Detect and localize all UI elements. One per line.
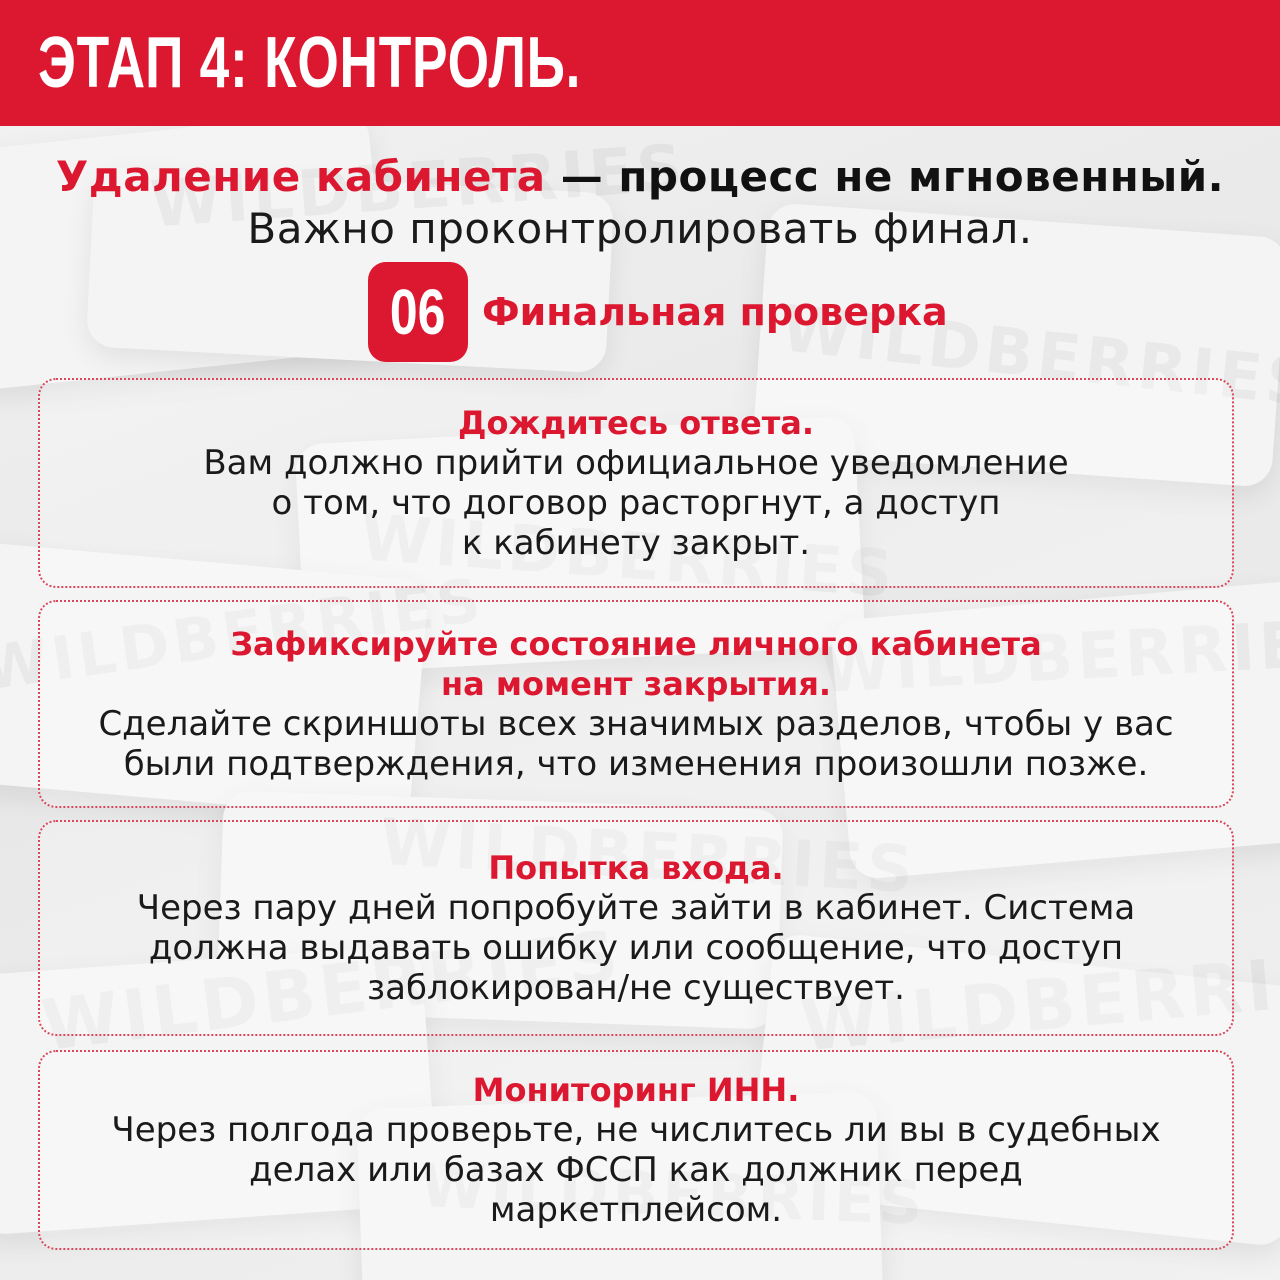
card-login-attempt bbox=[38, 820, 1234, 1036]
intro-block bbox=[0, 150, 1280, 254]
card-wait-response bbox=[38, 378, 1234, 588]
header-banner bbox=[0, 0, 1280, 126]
card-text: Через пару дней попробуйте зайти в кабинет. Система должна выдавать ошибку или сообщение, что доступ заблокирован/не существует. bbox=[136, 888, 1136, 1008]
card-title: Попытка входа. bbox=[488, 849, 784, 887]
step-number: 06 bbox=[390, 276, 446, 348]
card-inn-monitoring bbox=[38, 1050, 1234, 1250]
intro-subline: Важно проконтролировать финал. bbox=[247, 204, 1033, 253]
card-title: Зафиксируйте состояние личного кабинета на момент закрытия. bbox=[230, 625, 1042, 703]
intro-headline bbox=[0, 150, 1280, 204]
card-title: Мониторинг ИНН. bbox=[472, 1071, 800, 1109]
page-title: ЭТАП 4: КОНТРОЛЬ. bbox=[38, 23, 582, 103]
card-text: Через полгода проверьте, не числитесь ли вы в судебных делах или базах ФССП как должник перед маркетплейсом. bbox=[111, 1110, 1161, 1230]
intro-highlight: Удаление кабинета bbox=[55, 152, 546, 201]
card-text: Сделайте скриншоты всех значимых разделов, чтобы у вас были подтверждения, что изменения произошли позже. bbox=[98, 704, 1174, 784]
card-text: Вам должно прийти официальное уведомление о том, что договор расторгнут, а доступ к кабинету закрыт. bbox=[203, 443, 1069, 563]
step-number-badge bbox=[368, 262, 468, 362]
card-fix-state bbox=[38, 600, 1234, 808]
step-heading bbox=[368, 262, 948, 362]
step-title: Финальная проверка bbox=[482, 290, 948, 334]
intro-rest: — процесс не мгновенный. bbox=[545, 152, 1225, 201]
card-title: Дождитесь ответа. bbox=[458, 404, 814, 442]
